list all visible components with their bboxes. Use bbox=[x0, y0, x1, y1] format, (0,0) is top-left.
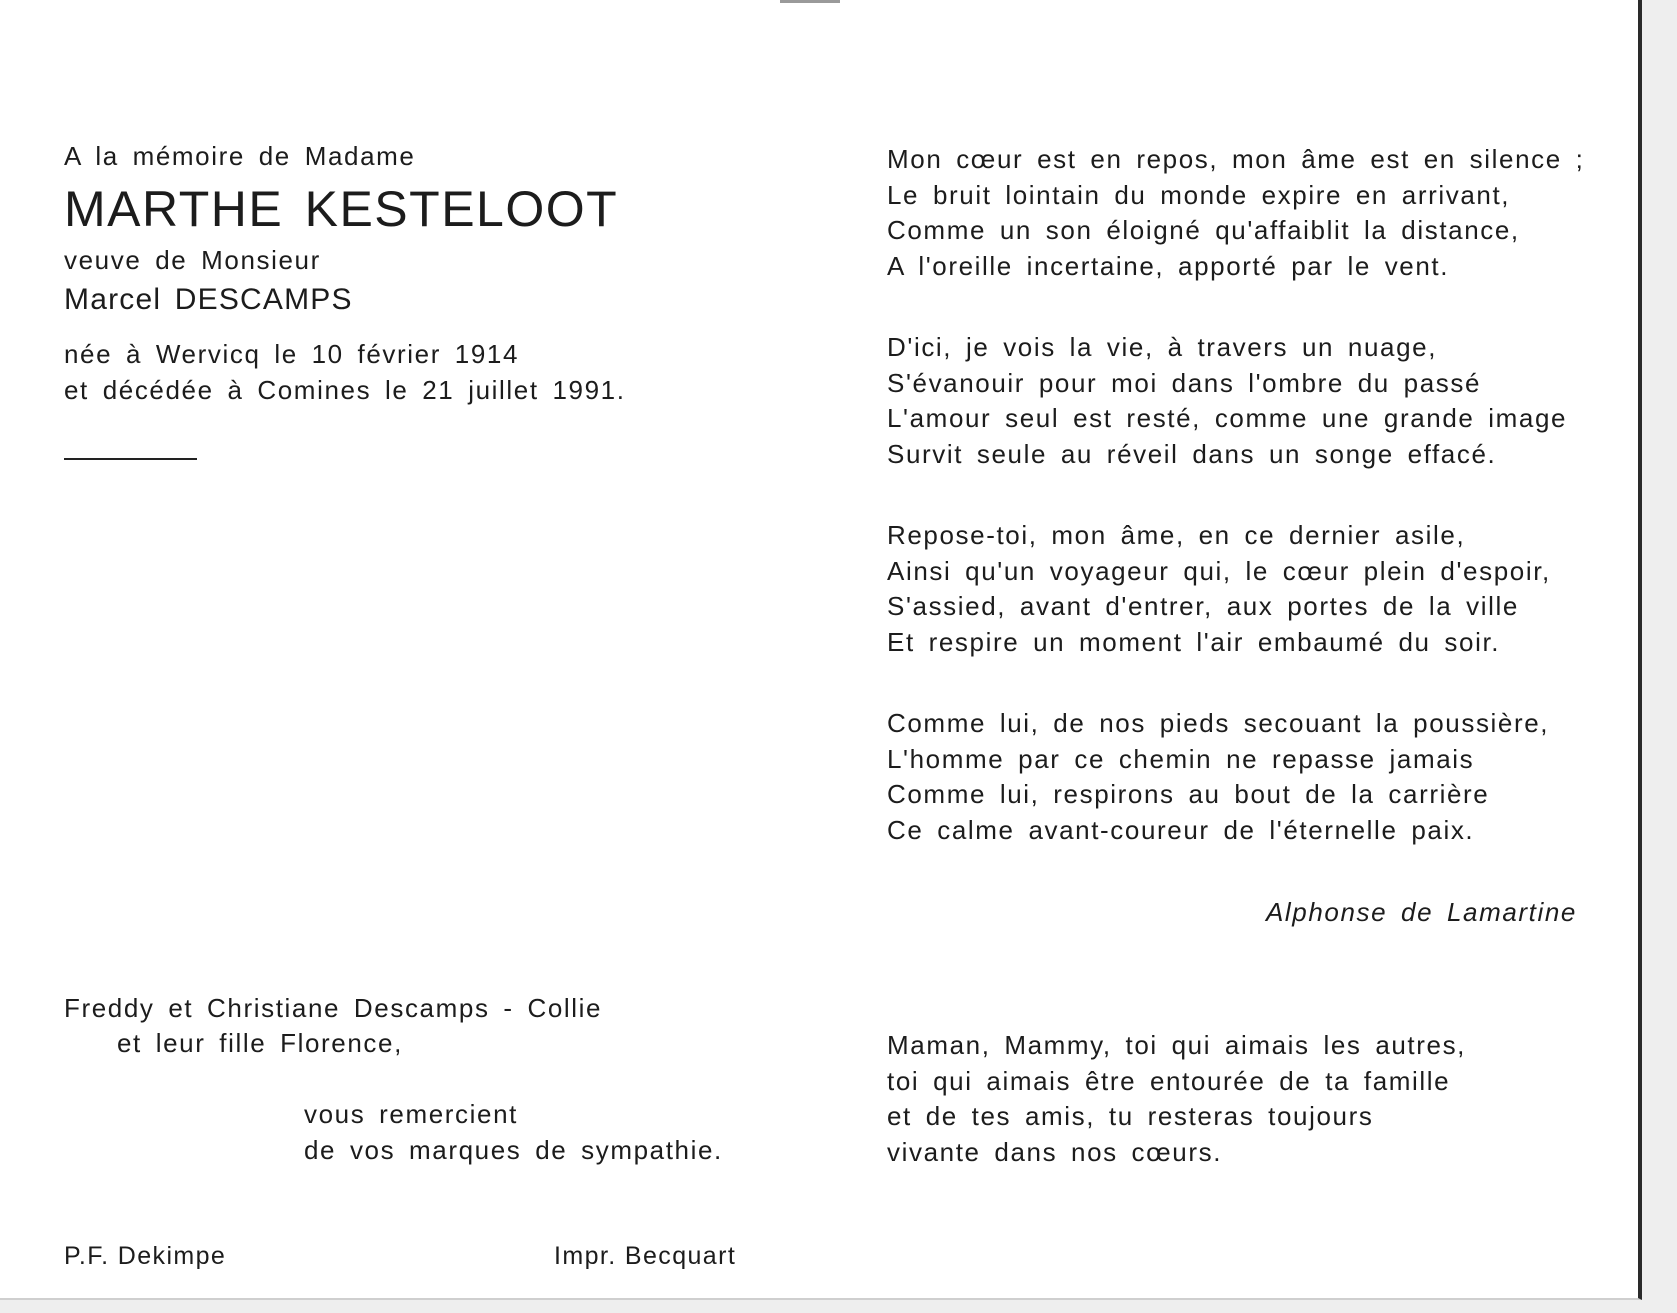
poem-line: L'amour seul est resté, comme une grande image bbox=[887, 403, 1568, 433]
poem-line: A l'oreille incertaine, apporté par le vent. bbox=[887, 250, 1450, 281]
family-line-1: Freddy et Christiane Descamps - Collie bbox=[64, 993, 603, 1023]
in-memory-line: A la mémoire de Madame bbox=[64, 141, 416, 171]
poem-line: Et respire un moment l'air embaumé du soir. bbox=[887, 626, 1501, 657]
husband-name: Marcel DESCAMPS bbox=[64, 283, 353, 316]
tribute-line: et de tes amis, tu resteras toujours bbox=[887, 1101, 1374, 1131]
poem-line: Le bruit lointain du monde expire en arrivant, bbox=[887, 179, 1511, 210]
poem-line: Ce calme avant-coureur de l'éternelle paix. bbox=[887, 814, 1475, 845]
poem-author: Alphonse de Lamartine bbox=[1265, 897, 1577, 927]
death-line: et décédée à Comines le 21 juillet 1991. bbox=[64, 375, 626, 405]
thanks-line-1: vous remercient bbox=[304, 1099, 518, 1129]
poem-line: Comme lui, de nos pieds secouant la poussière, bbox=[887, 708, 1550, 738]
deceased-name: MARTHE KESTELOOT bbox=[64, 181, 619, 237]
widow-of-label: veuve de Monsieur bbox=[64, 245, 321, 275]
fold-mark bbox=[780, 0, 840, 3]
left-panel bbox=[64, 0, 784, 1298]
tribute-line: toi qui aimais être entourée de ta famille bbox=[887, 1065, 1451, 1096]
poem-line: Survit seule au réveil dans un songe effacé. bbox=[887, 438, 1497, 469]
poem-stanza bbox=[887, 142, 1584, 284]
poem-line: S'évanouir pour moi dans l'ombre du passé bbox=[887, 367, 1482, 398]
poem-line: Repose-toi, mon âme, en ce dernier asile, bbox=[887, 520, 1466, 550]
tribute-line: vivante dans nos cœurs. bbox=[887, 1136, 1223, 1167]
credit-left: P.F. Dekimpe bbox=[64, 1242, 227, 1270]
credit-right: Impr. Becquart bbox=[554, 1242, 737, 1270]
divider-rule bbox=[64, 458, 197, 460]
poem-line: Ainsi qu'un voyageur qui, le cœur plein d'espoir, bbox=[887, 555, 1551, 586]
family-line-2: et leur fille Florence, bbox=[117, 1028, 403, 1058]
poem-line: Mon cœur est en repos, mon âme est en silence ; bbox=[887, 144, 1585, 174]
tribute-text bbox=[887, 1028, 1466, 1170]
birth-line: née à Wervicq le 10 février 1914 bbox=[64, 339, 520, 369]
poem-stanza bbox=[887, 330, 1567, 472]
poem-line: L'homme par ce chemin ne repasse jamais bbox=[887, 743, 1475, 774]
poem-stanza bbox=[887, 706, 1549, 848]
tribute-line: Maman, Mammy, toi qui aimais les autres, bbox=[887, 1030, 1466, 1060]
poem-stanza bbox=[887, 518, 1551, 660]
poem-line: S'assied, avant d'entrer, aux portes de la ville bbox=[887, 591, 1519, 621]
poem-line: D'ici, je vois la vie, à travers un nuage, bbox=[887, 332, 1438, 362]
poem-line: Comme un son éloigné qu'affaiblit la distance, bbox=[887, 215, 1520, 245]
poem-line: Comme lui, respirons au bout de la carrière bbox=[887, 779, 1490, 809]
right-panel bbox=[887, 0, 1587, 1298]
thanks-line-2: de vos marques de sympathie. bbox=[304, 1135, 723, 1165]
